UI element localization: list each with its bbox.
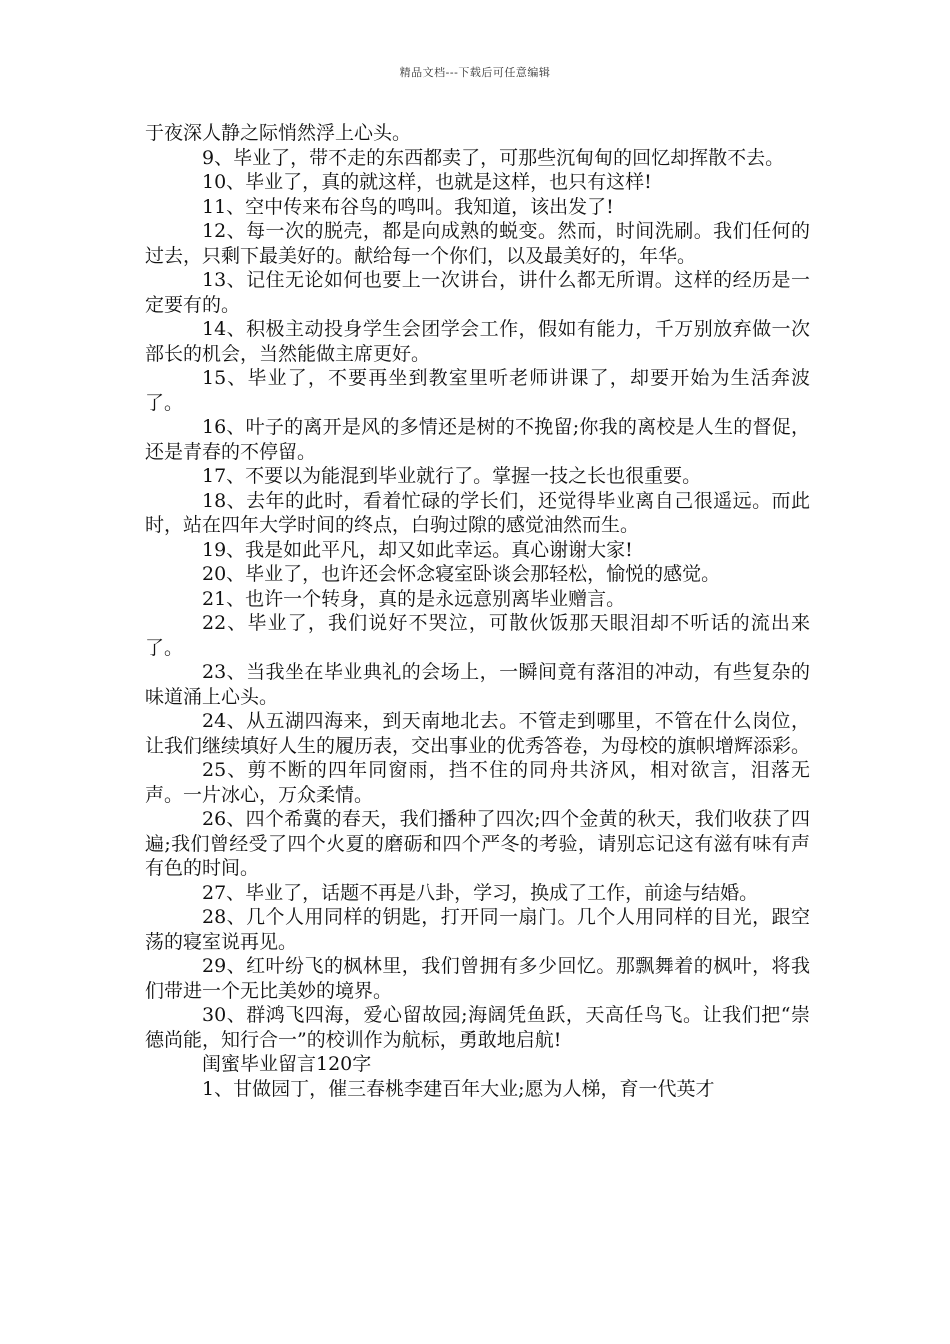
- section-heading: 闺蜜毕业留言120字: [202, 1053, 372, 1075]
- paragraph: 于夜深人静之际悄然浮上心头。: [145, 122, 412, 144]
- paragraph: 25、剪不断的四年同窗雨，挡不住的同舟共济风，相对欲言，泪落无声。一片冰心，万众柔情。: [145, 759, 810, 806]
- page-header: 精品文档---下载后可任意编辑: [399, 66, 551, 79]
- paragraph: 18、去年的此时，看着忙碌的学长们，还觉得毕业离自己很遥远。而此时，站在四年大学时间的终点，白驹过隙的感觉油然而生。: [145, 489, 810, 536]
- paragraph: 30、群鸿飞四海，爱心留故园;海阔凭鱼跃，天高任鸟飞。让我们把“崇德尚能，知行合一”的校训作为航标，勇敢地启航!: [145, 1004, 810, 1051]
- paragraph: 23、当我坐在毕业典礼的会场上，一瞬间竟有落泪的冲动，有些复杂的味道涌上心头。: [145, 661, 810, 708]
- paragraph: 13、记住无论如何也要上一次讲台，讲什么都无所谓。这样的经历是一定要有的。: [145, 269, 810, 316]
- paragraph: 27、毕业了，话题不再是八卦，学习，换成了工作，前途与结婚。: [202, 881, 759, 904]
- paragraph: 29、红叶纷飞的枫林里，我们曾拥有多少回忆。那飘舞着的枫叶，将我们带进一个无比美妙的境界。: [145, 955, 810, 1002]
- paragraph: 1、甘做园丁，催三春桃李建百年大业;愿为人梯，育一代英才: [202, 1077, 715, 1100]
- paragraph: 14、积极主动投身学生会团学会工作，假如有能力，千万别放弃做一次部长的机会，当然能做主席更好。: [145, 318, 810, 365]
- paragraph: 16、叶子的离开是风的多情还是树的不挽留;你我的离校是人生的督促，还是青春的不停留。: [145, 416, 810, 463]
- paragraph: 26、四个希冀的春天，我们播种了四次;四个金黄的秋天，我们收获了四遍;我们曾经受了四个火夏的磨砺和四个严冬的考验，请别忘记这有滋有味有声有色的时间。: [145, 808, 810, 879]
- paragraph: 17、不要以为能混到毕业就行了。掌握一技之长也很重要。: [202, 465, 702, 487]
- paragraph: 24、从五湖四海来，到天南地北去。不管走到哪里，不管在什么岗位，让我们继续填好人生的履历表，交出事业的优秀答卷，为母校的旗帜增辉添彩。: [145, 710, 811, 757]
- paragraph: 11、空中传来布谷鸟的鸣叫。我知道，该出发了!: [202, 195, 614, 218]
- paragraph: 28、几个人用同样的钥匙，打开同一扇门。几个人用同样的目光，跟空荡的寝室说再见。: [145, 906, 810, 953]
- paragraph: 21、也许一个转身，真的是永远意别离毕业赠言。: [202, 587, 626, 610]
- paragraph: 22、毕业了，我们说好不哭泣，可散伙饭那天眼泪却不听话的流出来了。: [145, 612, 810, 659]
- paragraph: 20、毕业了，也许还会怀念寝室卧谈会那轻松，愉悦的感觉。: [202, 563, 721, 585]
- paragraph: 10、毕业了，真的就这样，也就是这样，也只有这样!: [202, 171, 652, 193]
- paragraph: 19、我是如此平凡，却又如此幸运。真心谢谢大家!: [202, 538, 633, 561]
- paragraph: 9、毕业了，带不走的东西都卖了，可那些沉甸甸的回忆却挥散不去。: [202, 146, 785, 169]
- paragraph: 12、每一次的脱壳，都是向成熟的蜕变。然而，时间洗刷。我们任何的过去，只剩下最美好的。献给每一个你们，以及最美好的，年华。: [145, 220, 810, 267]
- document-body: [145, 121, 810, 1101]
- paragraph: 15、毕业了，不要再坐到教室里听老师讲课了，却要开始为生活奔波了。: [145, 367, 810, 414]
